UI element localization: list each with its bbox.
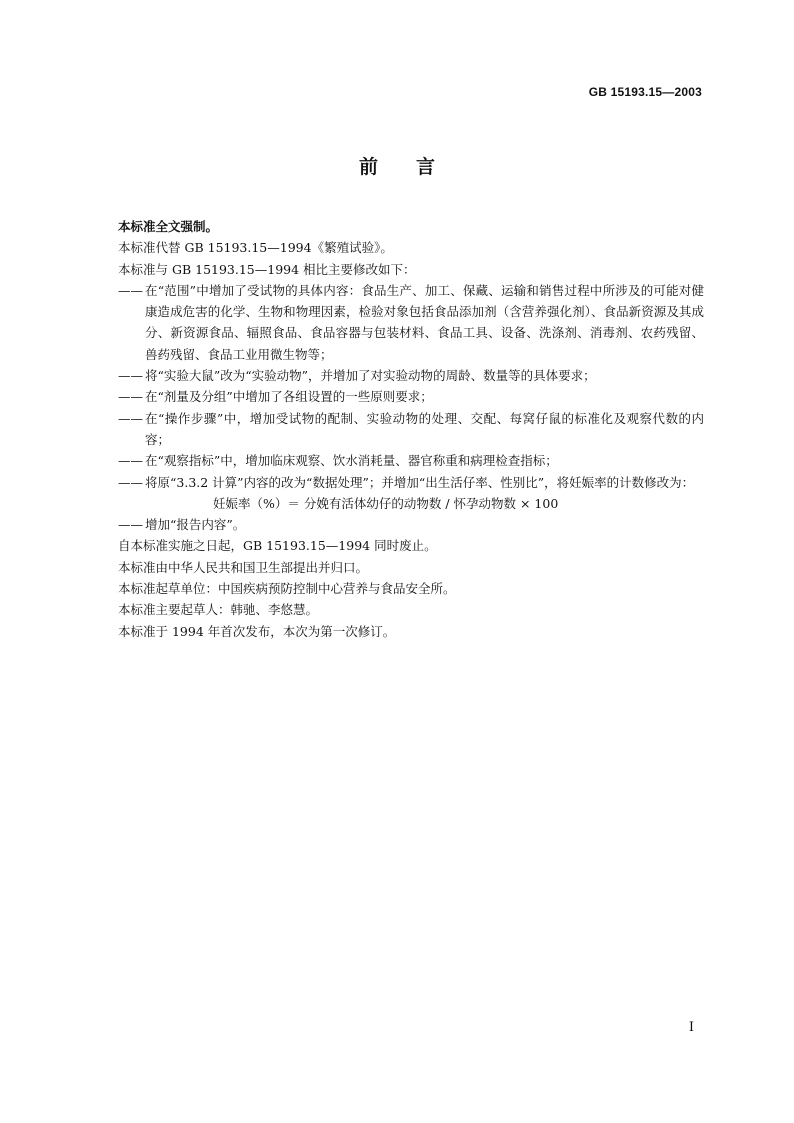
proposer-statement: 本标准由中华人民共和国卫生部提出并归口。 <box>118 559 369 575</box>
item-text: 在“观察指标”中，增加临床观察、饮水消耗量、器官称重和病理检查指标； <box>145 453 558 469</box>
standard-code: GB 15193.15—2003 <box>588 85 702 99</box>
item-text: 在“范围”中增加了受试物的具体内容：食品生产、加工、保藏、运输和销售过程中所涉及的可能对健康造成危害的化学、生物和物理因素，检验对象包括食品添加剂（含营养强化剂）、食品新资源及其成分、新资源食品、辐照食品、食品容器与包装材料、食品工具、设备、洗涤剂、消毒剂、农药残留、兽药残留、食品工业用微生物等； <box>145 282 704 362</box>
document-body <box>118 216 704 642</box>
item-dash: —— <box>118 474 143 490</box>
item-dash: —— <box>118 389 143 405</box>
change-item <box>118 450 704 471</box>
change-item <box>118 514 704 535</box>
abolish-statement: 自本标准实施之日起，GB 15193.15—1994 同时废止。 <box>118 538 437 554</box>
item-dash: —— <box>118 517 143 533</box>
change-item <box>118 365 704 386</box>
change-item <box>118 386 704 407</box>
mandatory-statement: 本标准全文强制。 <box>118 219 219 234</box>
item-text: 将“实验大鼠”改为“实验动物”，并增加了对实验动物的周龄、数量等的具体要求； <box>145 368 596 384</box>
page-number: I <box>688 1020 694 1035</box>
page-title: 前 言 <box>358 156 435 178</box>
item-dash: —— <box>118 368 143 384</box>
item-dash: —— <box>118 282 143 298</box>
release-statement: 本标准于 1994 年首次发布，本次为第一次修订。 <box>118 623 396 639</box>
change-item <box>118 472 704 493</box>
item-text: 在“操作步骤”中，增加受试物的配制、实验动物的处理、交配、每窝仔鼠的标准化及观察代数的内容； <box>145 410 704 447</box>
item-text: 在“剂量及分组”中增加了各组设置的一些原则要求； <box>145 389 433 405</box>
item-text: 将原“3.3.2 计算”内容的改为“数据处理”；并增加“出生活仔率、性别比”，将妊娠率的计数修改为： <box>145 474 695 490</box>
item-text: 增加“报告内容”。 <box>145 517 246 533</box>
item-dash: —— <box>118 410 143 426</box>
drafters-statement: 本标准主要起草人：韩驰、李悠慧。 <box>118 602 319 618</box>
change-item <box>118 280 704 365</box>
item-dash: —— <box>118 453 143 469</box>
pregnancy-rate-formula: 妊娠率（%）＝ 分娩有活体幼仔的动物数 / 怀孕动物数 × 100 <box>213 495 559 511</box>
drafting-unit-statement: 本标准起草单位：中国疾病预防控制中心营养与食品安全所。 <box>118 581 456 597</box>
change-item <box>118 408 704 451</box>
replaces-statement: 本标准代替 GB 15193.15—1994《繁殖试验》。 <box>118 240 393 256</box>
changes-intro: 本标准与 GB 15193.15—1994 相比主要修改如下： <box>118 261 416 277</box>
